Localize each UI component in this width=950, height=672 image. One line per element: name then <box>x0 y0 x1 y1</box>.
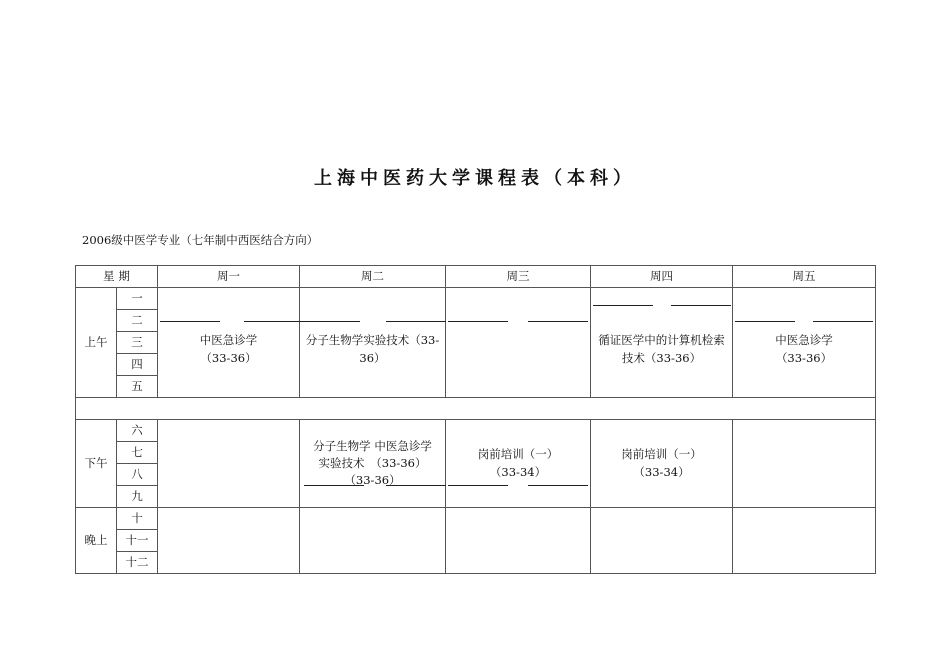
course-name: 分子生物学实验技术（33- <box>305 333 440 348</box>
period-2: 二 <box>117 310 158 332</box>
cell-fri-afternoon <box>733 420 876 508</box>
period-12: 十二 <box>117 552 158 574</box>
course-code: （33-34） <box>633 464 690 479</box>
section-afternoon: 下午 <box>76 420 117 508</box>
day-header-fri: 周五 <box>733 266 876 288</box>
divider-line <box>448 485 508 486</box>
divider-line <box>244 321 304 322</box>
divider-line <box>304 485 364 486</box>
period-1: 一 <box>117 288 158 310</box>
section-morning: 上午 <box>76 288 117 398</box>
cell-tue-morning <box>300 288 446 398</box>
cell-mon-morning <box>158 288 300 398</box>
divider-line <box>593 305 653 306</box>
course-name: 中医急诊学 <box>775 333 833 348</box>
cell-thu-morning <box>591 288 733 398</box>
course-text: （33-36） <box>344 473 401 488</box>
section-evening: 晚上 <box>76 508 117 574</box>
course-text: 分子生物学 中医急诊学 <box>313 438 432 453</box>
cell-thu-evening <box>591 508 733 574</box>
course-code: （33-36） <box>200 350 257 365</box>
cell-tue-afternoon <box>300 420 446 508</box>
course-code: （33-34） <box>489 464 547 479</box>
course-name: 循证医学中的计算机检索 <box>598 333 725 348</box>
period-7: 七 <box>117 442 158 464</box>
cell-wed-evening <box>446 508 591 574</box>
day-header-mon: 周一 <box>158 266 300 288</box>
day-header-thu: 周四 <box>591 266 733 288</box>
course-text: 实验技术 （33-36） <box>318 455 427 470</box>
day-header-wed: 周三 <box>446 266 591 288</box>
cell-mon-afternoon <box>158 420 300 508</box>
day-header-tue: 周二 <box>300 266 446 288</box>
period-9: 九 <box>117 486 158 508</box>
course-name: 岗前培训（一） <box>477 447 559 462</box>
divider-line <box>813 321 873 322</box>
week-header: 星 期 <box>76 266 158 288</box>
divider-line <box>160 321 220 322</box>
schedule-table <box>75 265 876 574</box>
divider-line <box>528 321 588 322</box>
cell-thu-afternoon <box>591 420 733 508</box>
header-row <box>76 266 876 288</box>
period-11: 十一 <box>117 530 158 552</box>
divider-line <box>671 305 731 306</box>
cell-fri-morning <box>733 288 876 398</box>
divider-line <box>735 321 795 322</box>
course-code: 36） <box>359 350 386 365</box>
cell-mon-evening <box>158 508 300 574</box>
period-6: 六 <box>117 420 158 442</box>
cell-tue-evening <box>300 508 446 574</box>
cell-wed-morning <box>446 288 591 398</box>
course-name: 岗前培训（一） <box>621 447 702 462</box>
divider-line <box>448 321 508 322</box>
document-subtitle: 2006级中医学专业（七年制中西医结合方向） <box>82 233 319 247</box>
period-4: 四 <box>117 354 158 376</box>
period-10: 十 <box>117 508 158 530</box>
divider-line <box>386 485 446 486</box>
period-5: 五 <box>117 376 158 398</box>
break-row <box>76 398 876 420</box>
divider-line <box>528 485 588 486</box>
course-name: 中医急诊学 <box>199 333 258 348</box>
cell-fri-evening <box>733 508 876 574</box>
cell-wed-afternoon <box>446 420 591 508</box>
document-title: 上海中医药大学课程表（本科） <box>314 168 636 189</box>
divider-line <box>300 321 360 322</box>
course-code: 技术（33-36） <box>621 350 702 365</box>
divider-line <box>386 321 446 322</box>
period-8: 八 <box>117 464 158 486</box>
period-3: 三 <box>117 332 158 354</box>
course-code: （33-36） <box>775 350 833 365</box>
